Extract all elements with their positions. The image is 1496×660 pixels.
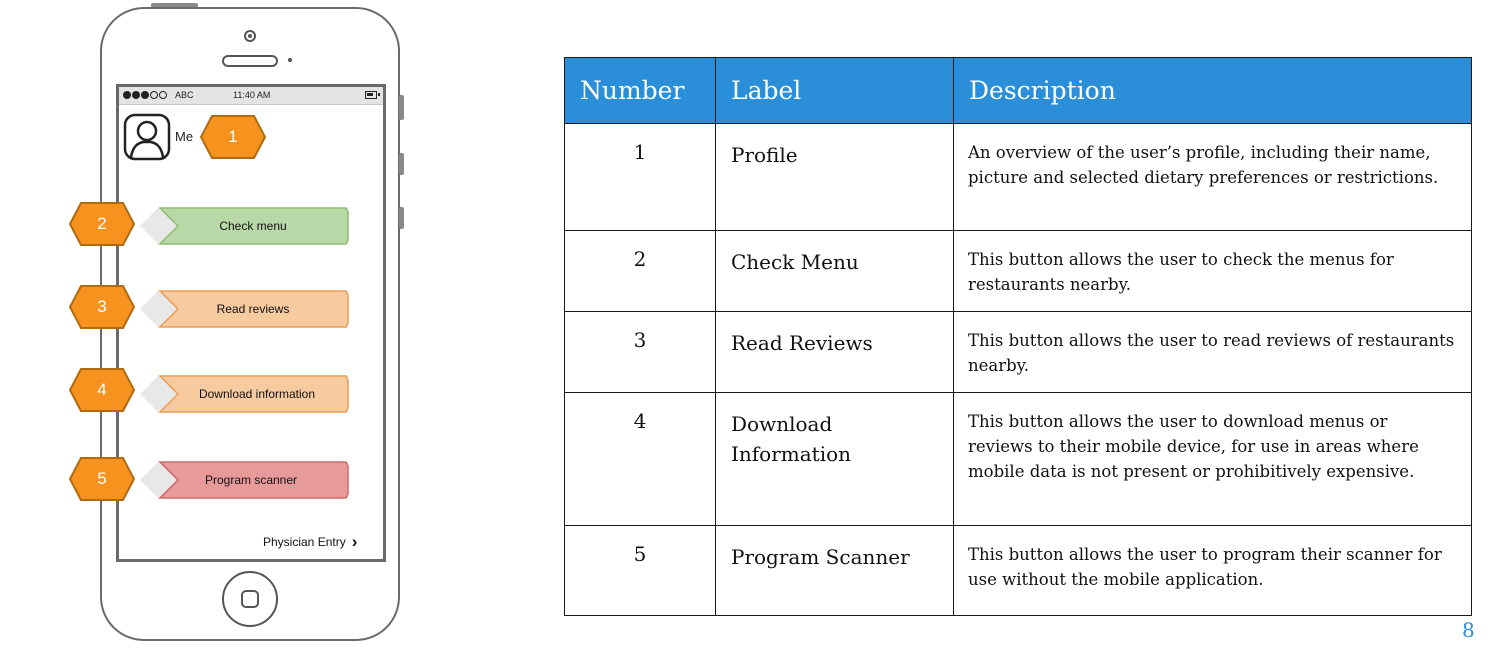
carrier-name: ABC <box>175 90 194 100</box>
row-label: Profile <box>716 124 954 231</box>
header-label: Label <box>716 58 954 124</box>
page-number: 8 <box>1462 618 1475 642</box>
signal-icon <box>123 91 167 99</box>
home-button[interactable] <box>222 571 278 627</box>
callout-4: 4 <box>69 367 135 413</box>
callout-2: 2 <box>69 201 135 247</box>
table-row <box>565 393 1472 526</box>
status-bar <box>119 87 383 105</box>
table-row <box>565 124 1472 231</box>
row-number: 4 <box>565 393 716 526</box>
volume-switch <box>399 95 404 120</box>
physician-entry-link[interactable] <box>263 532 358 551</box>
row-number: 2 <box>565 231 716 312</box>
battery-icon <box>365 91 377 99</box>
volume-up-button <box>399 153 404 175</box>
chevron-right-icon: › <box>351 532 358 551</box>
camera-icon <box>244 30 256 42</box>
table-row <box>565 526 1472 616</box>
row-description: This button allows the user to program their scanner for use without the mobile application. <box>954 526 1472 616</box>
callout-3: 3 <box>69 284 135 330</box>
row-description: An overview of the user’s profile, including their name, picture and selected dietary preferences or restrictions. <box>954 124 1472 231</box>
physician-entry-label: Physician Entry <box>263 535 346 549</box>
description-table <box>564 57 1472 616</box>
program-scanner-button[interactable]: Program scanner <box>204 473 298 487</box>
sensor-dot <box>288 58 292 62</box>
avatar-icon[interactable] <box>123 113 171 161</box>
table-row <box>565 231 1472 312</box>
header-number: Number <box>565 58 716 124</box>
row-description: This button allows the user to check the menus for restaurants nearby. <box>954 231 1472 312</box>
speaker-grille <box>222 55 278 67</box>
callout-5: 5 <box>69 456 135 502</box>
header-description: Description <box>954 58 1472 124</box>
row-label: Program Scanner <box>716 526 954 616</box>
table-row <box>565 312 1472 393</box>
volume-down-button <box>399 207 404 229</box>
row-label: Download Information <box>716 393 954 526</box>
check-menu-button[interactable]: Check menu <box>219 219 287 233</box>
callout-1: 1 <box>200 114 266 160</box>
row-description: This button allows the user to download menus or reviews to their mobile device, for use in areas where mobile data is not present or prohibitively expensive. <box>954 393 1472 526</box>
read-reviews-button[interactable]: Read reviews <box>216 302 290 316</box>
row-number: 5 <box>565 526 716 616</box>
download-information-button[interactable]: Download information <box>198 387 316 401</box>
profile-label[interactable]: Me <box>175 129 194 144</box>
row-number: 3 <box>565 312 716 393</box>
row-description: This button allows the user to read reviews of restaurants nearby. <box>954 312 1472 393</box>
row-number: 1 <box>565 124 716 231</box>
row-label: Read Reviews <box>716 312 954 393</box>
status-time: 11:40 AM <box>233 90 271 100</box>
table-header-row <box>565 58 1472 124</box>
row-label: Check Menu <box>716 231 954 312</box>
